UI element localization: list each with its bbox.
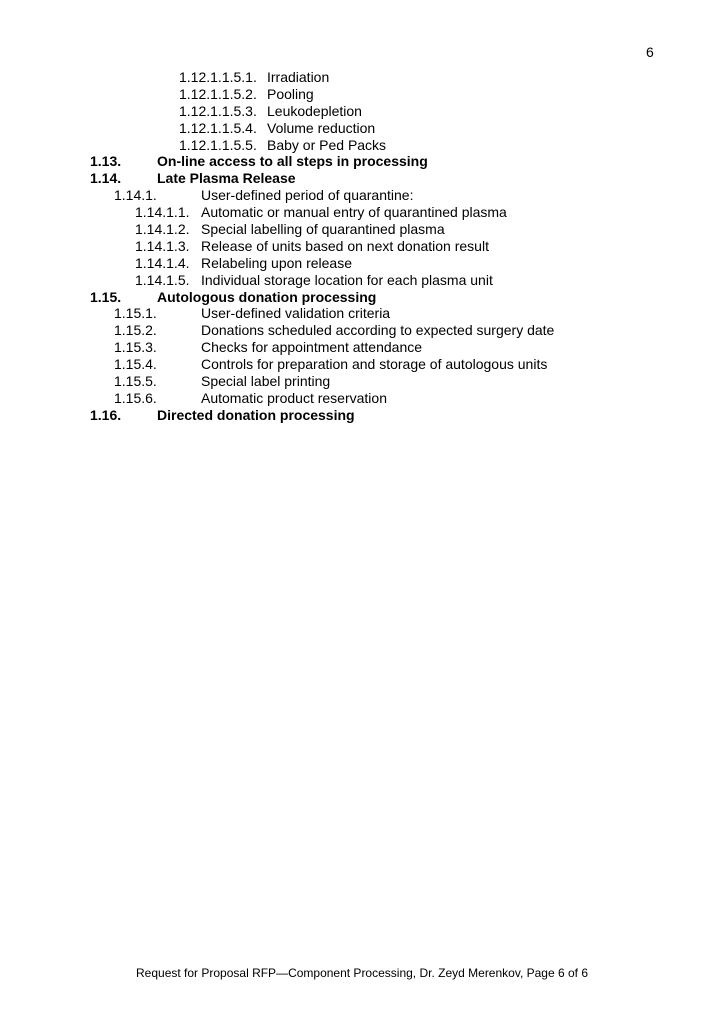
section-heading [0,153,724,170]
page-footer: Request for Proposal RFP—Component Processing, Dr. Zeyd Merenkov, Page 6 of 6 [136,966,588,980]
section-heading [0,170,724,187]
outline-item [0,137,724,154]
outline-number: 1.14.1.4. [135,254,190,271]
outline-number: 1.12.1.1.5.3. [179,102,257,119]
outline-number: 1.15.6. [114,389,157,406]
outline-number: 1.14.1.2. [135,221,190,238]
outline-text: Pooling [267,85,314,102]
section-heading [0,289,724,306]
outline-text: Volume reduction [267,119,376,136]
outline-item [0,322,724,339]
outline-item [0,339,724,356]
outline-number: 1.14.1.5. [135,271,190,288]
outline-item [0,103,724,120]
outline-number: 1.14.1.3. [135,237,190,254]
outline-text: Checks for appointment attendance [201,339,423,356]
outline-item [0,272,724,289]
outline-text: Special label printing [201,373,331,390]
outline-text: Special labelling of quarantined plasma [201,221,445,238]
outline-number: 1.14. [90,170,122,187]
outline-text: Directed donation processing [157,406,355,423]
outline-list [0,69,724,424]
outline-item [0,238,724,255]
page-number: 6 [646,44,654,60]
outline-text: Automatic or manual entry of quarantined plasma [201,204,507,221]
outline-item [0,305,724,322]
outline-item [0,221,724,238]
outline-item [0,356,724,373]
outline-number: 1.16. [90,406,122,423]
outline-item [0,204,724,221]
outline-text: On-line access to all steps in processing [157,153,428,170]
outline-text: Controls for preparation and storage of autologous units [201,356,548,373]
outline-text: Individual storage location for each plasma unit [201,271,493,288]
outline-number: 1.15.1. [114,305,157,322]
outline-text: Donations scheduled according to expected surgery date [201,322,555,339]
outline-item [0,120,724,137]
outline-text: Leukodepletion [267,102,362,119]
outline-number: 1.12.1.1.5.1. [179,69,257,85]
outline-text: Late Plasma Release [157,170,296,187]
outline-text: Baby or Ped Packs [267,136,387,153]
outline-number: 1.15.5. [114,373,157,390]
outline-item [0,373,724,390]
outline-item [0,69,724,86]
outline-number: 1.15.2. [114,322,157,339]
outline-text: Release of units based on next donation result [201,237,489,254]
section-heading [0,407,724,424]
outline-item [0,390,724,407]
outline-number: 1.14.1. [114,187,157,204]
outline-number: 1.15. [90,288,122,305]
outline-text: Relabeling upon release [201,254,352,271]
outline-number: 1.12.1.1.5.2. [179,85,257,102]
outline-text: Autologous donation processing [157,288,377,305]
outline-number: 1.14.1.1. [135,204,190,221]
outline-item [0,187,724,204]
outline-text: User-defined period of quarantine: [201,187,414,204]
outline-item [0,255,724,272]
outline-number: 1.15.4. [114,356,157,373]
outline-text: Automatic product reservation [201,389,387,406]
outline-number: 1.15.3. [114,339,157,356]
outline-number: 1.13. [90,153,122,170]
outline-item [0,86,724,103]
outline-number: 1.12.1.1.5.4. [179,119,257,136]
outline-text: Irradiation [267,69,330,85]
outline-number: 1.12.1.1.5.5. [179,136,257,153]
outline-text: User-defined validation criteria [201,305,391,322]
